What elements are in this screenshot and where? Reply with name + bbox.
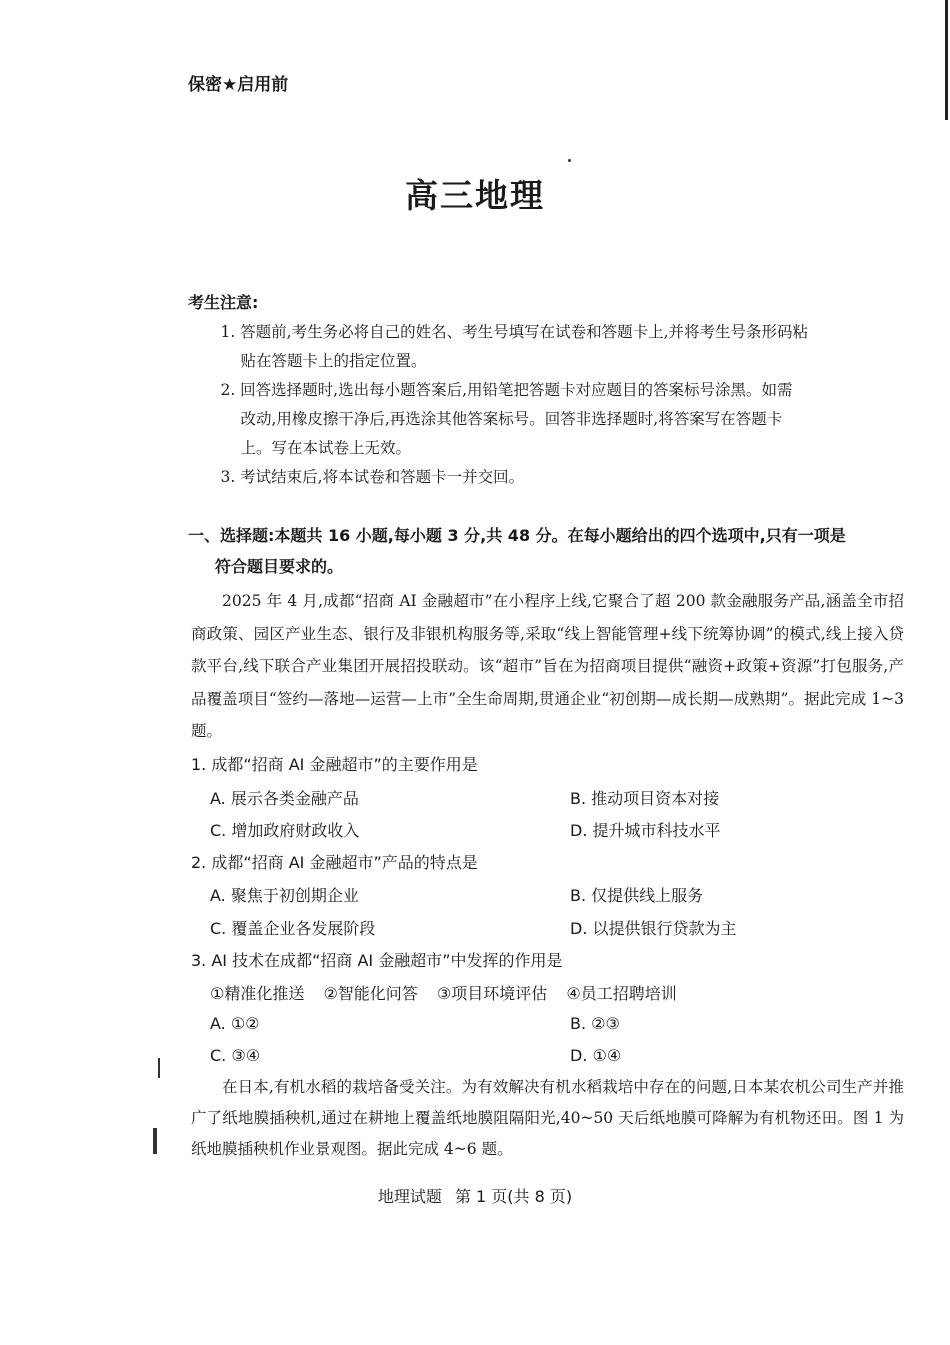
footer-page-number: 第 1 页(共 8 页) <box>454 1187 573 1206</box>
answer-option: D. ①④ <box>570 1046 622 1065</box>
statement-item: ①精准化推送 <box>210 984 305 1003</box>
notice-item-text: 改动,用橡皮擦干净后,再选涂其他答案标号。回答非选择题时,将答案写在答题卡 <box>240 410 783 428</box>
answer-option: B. ②③ <box>570 1014 620 1033</box>
statement-item: ②智能化问答 <box>323 984 418 1003</box>
notice-item-text: 3. 考试结束后,将本试卷和答题卡一并交回。 <box>220 468 525 486</box>
scan-dot <box>568 159 571 162</box>
notice-item-text: 贴在答题卡上的指定位置。 <box>240 352 427 370</box>
answer-option: A. 聚焦于初创期企业 <box>210 886 359 905</box>
confidential-label: 保密★启用前 <box>188 75 289 95</box>
notice-item <box>222 318 904 376</box>
answer-option: C. 增加政府财政收入 <box>210 821 360 840</box>
scan-margin-mark <box>158 1058 160 1078</box>
question-stem: 2. 成都“招商 AI 金融超市”产品的特点是 <box>191 853 478 872</box>
scan-margin-mark <box>153 1128 157 1154</box>
section-heading-line: 符合题目要求的。 <box>215 557 344 576</box>
page-title: 高三地理 <box>405 176 545 215</box>
notice-item <box>222 463 904 492</box>
section-heading-line: 一、选择题:本题共 16 小题,每小题 3 分,共 48 分。在每小题给出的四个选项中,只有一项是 <box>188 526 846 545</box>
scan-edge-line <box>945 0 948 120</box>
answer-option: A. ①② <box>210 1014 260 1033</box>
notice-heading: 考生注意: <box>188 293 259 312</box>
question-stem: 3. AI 技术在成都“招商 AI 金融超市”中发挥的作用是 <box>191 951 563 970</box>
statement-items <box>210 981 691 1004</box>
notice-item-text: 1. 答题前,考生务必将自己的姓名、考生号填写在试卷和答题卡上,并将考生号条形码粘 <box>220 323 809 341</box>
reading-passage: 2025 年 4 月,成都“招商 AI 金融超市”在小程序上线,它聚合了超 200 款金融服务产品,涵盖全市招商政策、园区产业生态、银行及非银机构服务等,采取“线上智能管理+线下统筹协调”的模式,线上接入贷款平台,线下联合产业集团开展招投联动。该“超市”旨在为招商项目提供“融资+政策+资源”打包服务,产品覆盖项目“签约—落地—运营—上市”全生命周期,贯通企业“初创期—成长期—成熟期”。据此完成 1~3 题。 <box>191 592 904 740</box>
answer-option: B. 推动项目资本对接 <box>570 789 720 808</box>
statement-item: ④员工招聘培训 <box>566 984 677 1003</box>
section-heading <box>188 520 904 582</box>
answer-option: B. 仅提供线上服务 <box>570 886 704 905</box>
answer-option: C. 覆盖企业各发展阶段 <box>210 919 376 938</box>
answer-option: D. 以提供银行贷款为主 <box>570 919 737 938</box>
answer-option: D. 提升城市科技水平 <box>570 821 721 840</box>
notice-item <box>222 376 904 463</box>
statement-item: ③项目环境评估 <box>436 984 548 1003</box>
footer-subject: 地理试题 <box>377 1187 442 1206</box>
question-stem: 1. 成都“招商 AI 金融超市”的主要作用是 <box>191 755 478 774</box>
notice-list <box>222 318 904 492</box>
notice-item-text: 2. 回答选择题时,选出每小题答案后,用铅笔把答题卡对应题目的答案标号涂黑。如需 <box>220 381 793 399</box>
notice-item-text: 上。写在本试卷上无效。 <box>240 439 411 457</box>
answer-option: A. 展示各类金融产品 <box>210 789 359 808</box>
answer-option: C. ③④ <box>210 1046 261 1065</box>
reading-passage: 在日本,有机水稻的栽培备受关注。为有效解决有机水稻栽培中存在的问题,日本某农机公司生产并推广了纸地膜插秧机,通过在耕地上覆盖纸地膜阻隔阳光,40~50 天后纸地膜可降解为有机物还田。图 1 为纸地膜插秧机作业景观图。据此完成 4~6 题。 <box>191 1078 904 1158</box>
page-footer <box>0 1184 950 1207</box>
